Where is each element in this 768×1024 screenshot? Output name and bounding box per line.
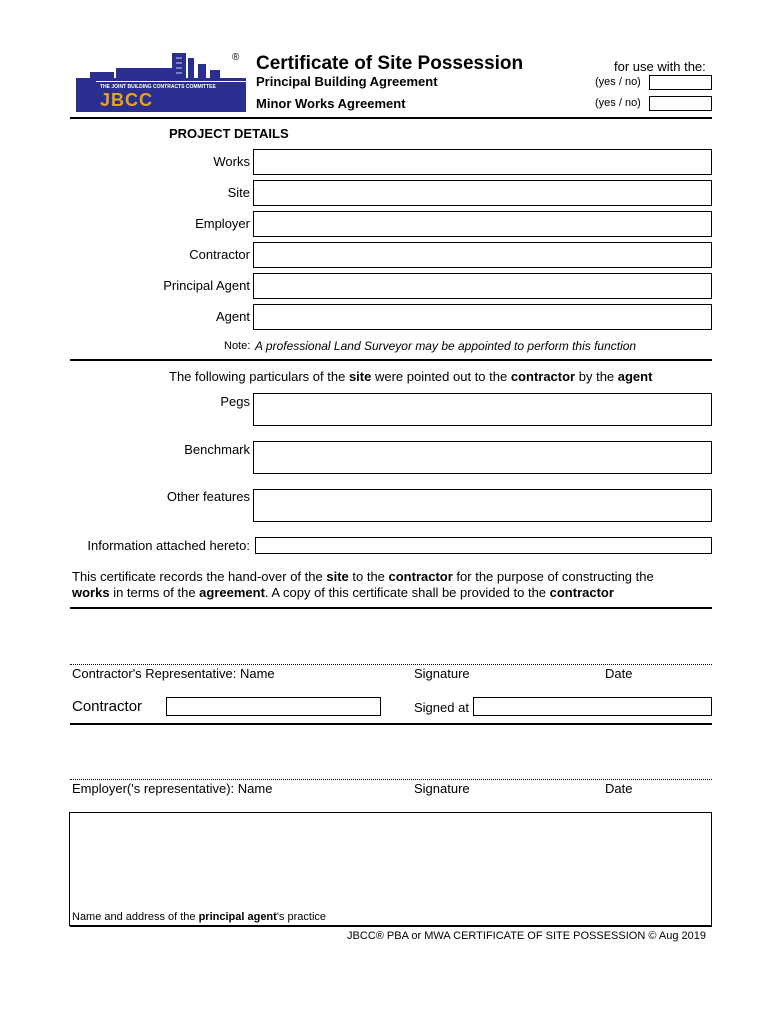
mwa-yes-no-input[interactable] — [649, 96, 712, 111]
project-details-heading: PROJECT DETAILS — [169, 126, 289, 141]
info-attached-field[interactable] — [255, 537, 712, 554]
subtitle-mwa: Minor Works Agreement — [256, 96, 406, 111]
principal-agent-field[interactable] — [253, 273, 712, 299]
principal-agent-address-box[interactable] — [69, 812, 712, 926]
principal-agent-label: Principal Agent — [163, 278, 250, 293]
contractor-field[interactable] — [253, 242, 712, 268]
intro-text-3: by the — [575, 369, 618, 384]
statement-text-3: for the purpose of constructing the — [452, 569, 654, 584]
divider-statement — [70, 607, 712, 609]
divider-contractor — [70, 723, 712, 725]
statement-line-1 — [72, 569, 712, 585]
footer-text: JBCC® PBA or MWA CERTIFICATE OF SITE POSSESSION © Aug 2019 — [347, 930, 706, 942]
other-features-label: Other features — [166, 489, 250, 504]
contractor-rep-name-label: Contractor's Representative: Name — [72, 666, 275, 681]
contractor-name-field[interactable] — [166, 697, 381, 716]
statement-agreement: agreement — [199, 585, 265, 600]
statement-contractor-2: contractor — [549, 585, 614, 600]
divider-footer — [70, 925, 712, 927]
statement-text-4: in terms of the — [109, 585, 200, 600]
contractor-date-label: Date — [605, 666, 633, 681]
statement-line-2 — [72, 585, 712, 601]
contractor-signature-line[interactable] — [70, 664, 712, 665]
contractor-signature-label: Signature — [414, 666, 470, 681]
page-title: Certificate of Site Possession — [256, 53, 524, 74]
info-attached-label: Information attached hereto: — [87, 538, 250, 553]
address-caption — [72, 911, 326, 923]
jbcc-logo — [76, 50, 246, 112]
pba-yes-no-input[interactable] — [649, 75, 712, 90]
signed-at-field[interactable] — [473, 697, 712, 716]
for-use-label: for use with the: — [614, 59, 706, 74]
works-label: Works — [213, 154, 250, 169]
registered-mark: ® — [232, 52, 240, 63]
intro-text-1: The following particulars of the — [169, 369, 349, 384]
intro-text-2: were pointed out to the — [371, 369, 511, 384]
address-caption-1: Name and address of the — [72, 911, 199, 923]
pegs-field[interactable] — [253, 393, 712, 426]
site-label: Site — [227, 185, 250, 200]
statement-site: site — [326, 569, 349, 584]
employer-date-label: Date — [605, 781, 633, 796]
statement-contractor: contractor — [388, 569, 453, 584]
statement-text-2: to the — [348, 569, 389, 584]
particulars-intro — [169, 369, 652, 384]
logo-text: JBCC — [100, 90, 154, 110]
employer-signature-line[interactable] — [70, 779, 712, 780]
note-label: Note: — [224, 340, 251, 352]
agent-label: Agent — [216, 309, 250, 324]
yes-no-label-mwa: (yes / no) — [595, 97, 641, 109]
employer-label: Employer — [195, 216, 250, 231]
logo-subtext: THE JOINT BUILDING CONTRACTS COMMITTEE — [100, 84, 216, 90]
site-field[interactable] — [253, 180, 712, 206]
statement-works: works — [72, 585, 110, 600]
divider-header — [70, 117, 712, 119]
signed-at-label: Signed at — [414, 700, 469, 715]
subtitle-pba: Principal Building Agreement — [256, 74, 438, 89]
intro-site: site — [348, 369, 372, 384]
address-caption-2: 's practice — [276, 911, 327, 923]
statement-text-5: . A copy of this certificate shall be provided to the — [264, 585, 550, 600]
employer-rep-name-label: Employer('s representative): Name — [72, 781, 273, 796]
employer-signature-label: Signature — [414, 781, 470, 796]
other-features-field[interactable] — [253, 489, 712, 522]
intro-agent: agent — [617, 369, 653, 384]
yes-no-label-pba: (yes / no) — [595, 76, 641, 88]
agent-field[interactable] — [253, 304, 712, 330]
note-text: A professional Land Surveyor may be appointed to perform this function — [255, 339, 637, 353]
address-caption-bold: principal agent — [198, 911, 277, 923]
employer-field[interactable] — [253, 211, 712, 237]
works-field[interactable] — [253, 149, 712, 175]
benchmark-label: Benchmark — [184, 442, 250, 457]
divider-project — [70, 359, 712, 361]
benchmark-field[interactable] — [253, 441, 712, 474]
contractor-name-label: Contractor — [72, 698, 143, 715]
intro-contractor: contractor — [510, 369, 576, 384]
contractor-label: Contractor — [189, 247, 250, 262]
certificate-statement — [72, 569, 712, 601]
pegs-label: Pegs — [220, 394, 250, 409]
statement-text-1: This certificate records the hand-over of the — [72, 569, 327, 584]
